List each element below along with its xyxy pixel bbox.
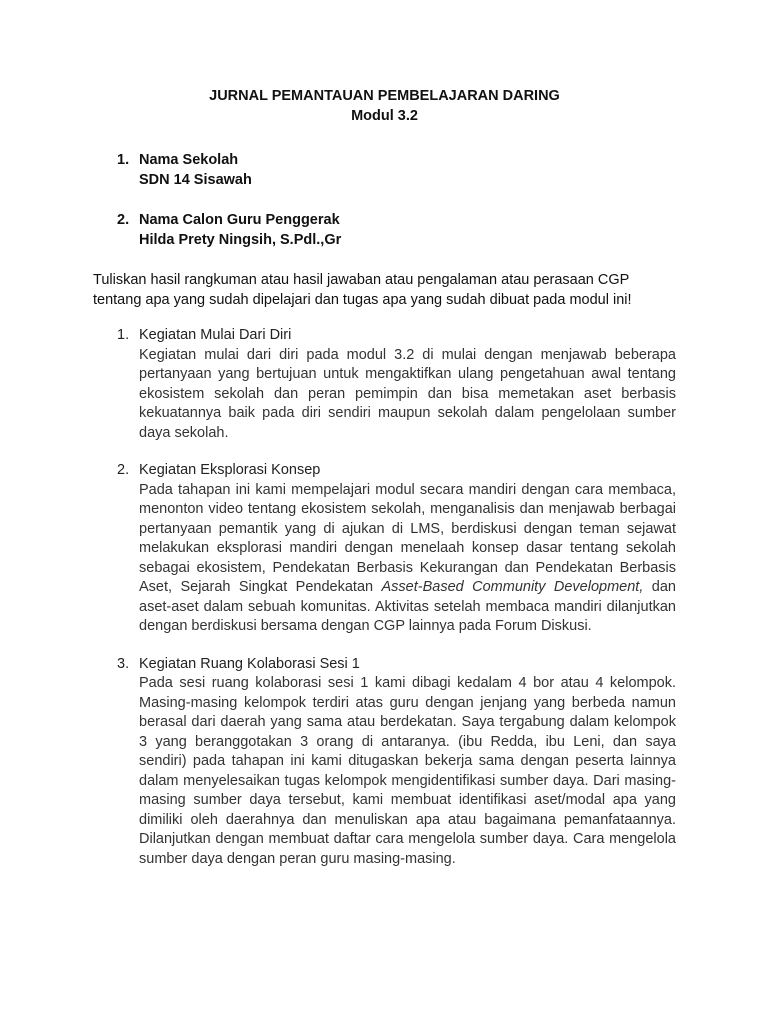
section-text: Kegiatan mulai dari diri pada modul 3.2 di mulai dengan menjawab beberapa pertanyaan yang bertujuan untuk mengaktifkan ulang pengetahuan awal tentang ekosistem sekolah dan peran pemimpin dan bisa memetakan aset berbasis kekuatannya baik pada diri sendiri maupun sekolah dalam pengelolaan sumber daya sekolah. <box>139 346 676 441</box>
meta-item-school <box>117 150 676 190</box>
intro-instruction: Tuliskan hasil rangkuman atau hasil jawaban atau pengalaman atau perasaan CGP tentang apa yang sudah dipelajari dan tugas apa yang sudah dibuat pada modul ini! <box>93 272 632 308</box>
section-number: 1. <box>117 327 130 343</box>
section-title: Kegiatan Ruang Kolaborasi Sesi 1 <box>139 655 360 672</box>
section-title: Kegiatan Mulai Dari Diri <box>139 327 292 343</box>
meta-number: 1. <box>117 152 130 168</box>
section-text: Pada sesi ruang kolaborasi sesi 1 kami dibagi kedalam 4 bor atau 4 kelompok. Masing-masing kelompok terdiri atas guru dengan jenjang yang berbeda namun berasal dari daerah yang sama atau berdekatan. Saya tergabung dalam kelompok 3 yang beranggotakan 3 orang di antaranya. (ibu Redda, ibu Leni, dan saya sendiri) pada tahapan ini kami ditugaskan bekerja sama dengan peserta lainnya dalam menyelesaikan tugas kelompok mengidentifikasi sumber daya. Dari masing-masing sumber daya tersebut, kami membuat identifikasi aset/modal apa yang dimiliki oleh daerahnya dan menuliskan apa atau bagaimana pemanfataannya. Dilanjutkan dengan membuat daftar cara mengelola sumber daya. Cara mengelola sumber daya dengan peran guru masing-masing. <box>139 675 676 867</box>
section-list <box>93 326 676 869</box>
document-title <box>93 86 676 126</box>
section-mulai-dari-diri <box>117 326 676 443</box>
meta-label: Nama Sekolah <box>139 152 239 168</box>
section-text-part: Pada tahapan ini kami mempelajari modul secara mandiri dengan cara membaca, menonton video tentang ekosistem sekolah, menganalisis dan menjawab berbagai pertanyaan pemantik yang di ajukan di LMS, berdiskusi dengan teman sejawat melakukan eksplorasi mandiri dengan menelaah konsep dasar tentang sekolah sebagai ekosistem, Pendekatan Berbasis Kekurangan dan Pendekatan Berbasis Aset, Sejarah Singkat Pendekatan <box>139 481 676 595</box>
meta-label: Nama Calon Guru Penggerak <box>139 212 340 228</box>
title-line-1: JURNAL PEMANTAUAN PEMBELAJARAN DARING <box>209 88 560 104</box>
section-number: 3. <box>117 655 130 672</box>
meta-item-teacher <box>117 210 676 250</box>
meta-value: Hilda Prety Ningsih, S.Pdl.,Gr <box>139 232 342 248</box>
meta-number: 2. <box>117 212 130 228</box>
section-eksplorasi-konsep <box>117 461 676 637</box>
section-number: 2. <box>117 462 130 478</box>
section-text <box>139 481 676 637</box>
section-text-part: dan aset-aset dalam sebuah komunitas. Aktivitas setelah membaca mandiri dilanjutkan dengan berdiskusi bersama dengan CGP lainnya pada Forum Diskusi. <box>139 579 676 634</box>
meta-list <box>93 150 676 250</box>
meta-value: SDN 14 Sisawah <box>139 172 252 188</box>
section-ruang-kolaborasi <box>117 655 676 870</box>
section-text-italic: Asset-Based Community Development, <box>381 579 644 595</box>
title-line-2: Modul 3.2 <box>351 108 418 124</box>
section-title: Kegiatan Eksplorasi Konsep <box>139 462 321 478</box>
